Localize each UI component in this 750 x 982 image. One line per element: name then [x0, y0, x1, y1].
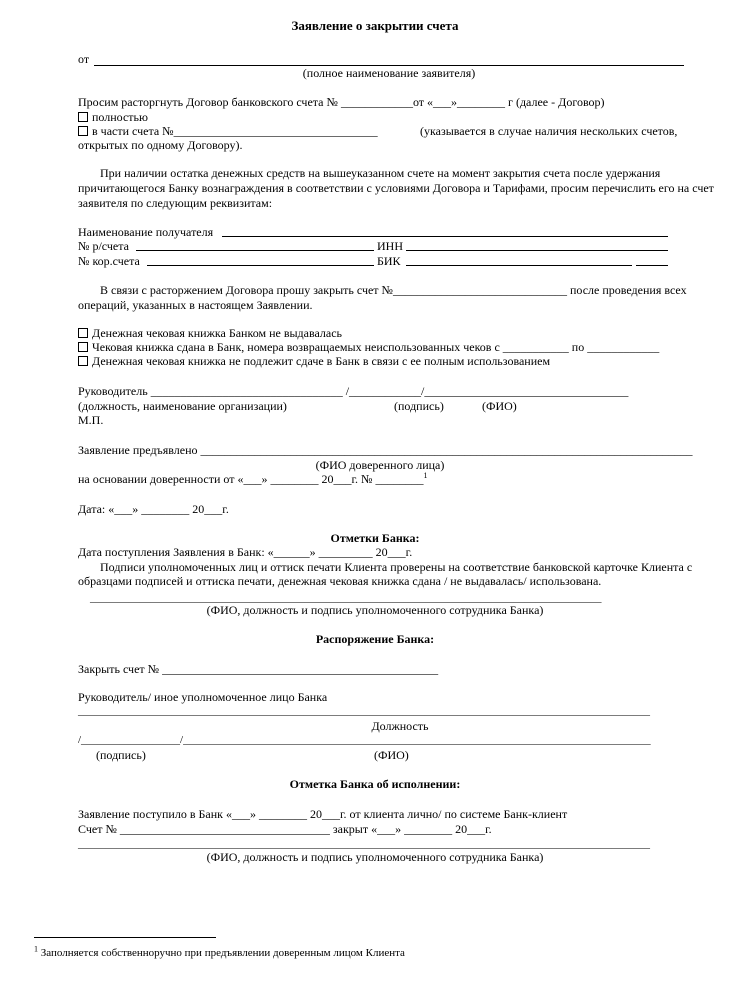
bank-order-heading: Распоряжение Банка:	[315, 632, 435, 646]
execution-heading: Отметка Банка об исполнении:	[289, 777, 461, 791]
termination-line-1: В связи с расторжением Договора прошу закрыть счет №_____________________________ после проведения всех	[100, 283, 687, 297]
checkbook-option-1-label: Денежная чековая книжка Банком не выдавалась	[92, 326, 343, 340]
checkbook-not-issued-checkbox[interactable]	[78, 328, 88, 338]
head-signature-line: Руководитель ________________________________ /____________/__________________________________	[78, 384, 629, 398]
execution-caption: (ФИО, должность и подпись уполномоченного сотрудника Банка)	[206, 850, 544, 864]
bik-field-extra[interactable]	[636, 253, 668, 266]
option-partial-label: в части счета №__________________________________	[92, 124, 378, 138]
order-signature-line: /__________________/_____________________________________________________________________________________	[78, 734, 651, 746]
full-closure-checkbox[interactable]	[78, 112, 88, 122]
checkbook-option-2-label: Чековая книжка сдана в Банк, номера возвращаемых неиспользованных чеков с ___________ по ____________	[92, 340, 660, 354]
applicant-caption: (полное наименование заявителя)	[302, 66, 476, 80]
document-title: Заявление о закрытии счета	[291, 18, 459, 33]
footnote-text: Заполняется собственноручно при предъявлении доверенным лицом Клиента	[40, 947, 405, 959]
checkbook-option-3	[78, 354, 550, 368]
from-label: от	[78, 52, 90, 66]
applicant-name-field[interactable]	[94, 53, 684, 66]
termination-line-2: операций, указанных в настоящем Заявлении.	[78, 298, 313, 312]
request-line: Просим расторгнуть Договор банковского счета № ____________от «___»________ г (далее - Договор)	[78, 95, 605, 109]
bik-field[interactable]	[406, 253, 632, 266]
checkbook-used-checkbox[interactable]	[78, 356, 88, 366]
recipient-field[interactable]	[222, 224, 668, 237]
order-sign-caption: (подпись)	[96, 748, 146, 762]
option-partial-note-2: открытых по одному Договору).	[78, 138, 243, 152]
option-partial-note: (указывается в случае наличия нескольких счетов,	[420, 124, 678, 138]
option-partial	[78, 124, 378, 138]
position-caption: (должность, наименование организации)	[78, 399, 287, 413]
authorized-person-rule: ________________________________________________________________________________________________________	[78, 705, 650, 717]
proxy-basis-text: на основании доверенности от «___» ________ 20___г. № ________	[78, 472, 424, 486]
account-field[interactable]	[136, 238, 374, 251]
inn-field[interactable]	[406, 238, 668, 251]
received-date-line: Дата поступления Заявления в Банк: «______» _________ 20___г.	[78, 545, 413, 559]
verification-line-1: Подписи уполномоченных лиц и оттиск печати Клиента проверены на соответствие банковской карточке Клиента с	[100, 560, 693, 574]
option-full	[78, 110, 148, 124]
account-label: № р/счета	[78, 239, 129, 253]
balance-line-3: заявителя по следующим реквизитам:	[78, 196, 273, 210]
footnote-mark: 1	[34, 944, 38, 954]
bik-label: БИК	[377, 254, 401, 268]
order-fio-caption: (ФИО)	[374, 748, 409, 762]
footnote	[34, 946, 405, 960]
footnote-reference: 1	[423, 471, 428, 480]
proxy-basis-line	[78, 472, 428, 486]
date-line: Дата: «___» ________ 20___г.	[78, 502, 229, 516]
execution-account-line: Счет № ___________________________________ закрыт «___» ________ 20___г.	[78, 822, 492, 836]
checkbook-option-1	[78, 326, 342, 340]
close-account-line: Закрыть счет № ______________________________________________	[78, 662, 439, 676]
proxy-caption: (ФИО доверенного лица)	[315, 458, 445, 472]
sign-caption: (подпись)	[394, 399, 444, 413]
proxy-line: Заявление предъявлено __________________________________________________________________________________	[78, 443, 693, 457]
partial-closure-checkbox[interactable]	[78, 126, 88, 136]
bank-marks-heading: Отметки Банка:	[330, 531, 420, 545]
option-full-label: полностью	[92, 110, 148, 124]
execution-rule: ________________________________________________________________________________________________________	[78, 838, 650, 850]
corr-account-label: № кор.счета	[78, 254, 140, 268]
execution-received-line: Заявление поступило в Банк «___» ________ 20___г. от клиента лично/ по системе Банк-клиент	[78, 807, 568, 821]
corr-account-field[interactable]	[147, 253, 374, 266]
recipient-label: Наименование получателя	[78, 225, 214, 239]
authorized-person-label: Руководитель/ иное уполномоченное лицо Банка	[78, 690, 328, 704]
stamp-label: М.П.	[78, 413, 104, 427]
checkbook-returned-checkbox[interactable]	[78, 342, 88, 352]
balance-line-1: При наличии остатка денежных средств на вышеуказанном счете на момент закрытия счета после удержания	[100, 166, 661, 180]
inn-label: ИНН	[377, 239, 403, 253]
verification-line-2: образцами подписей и оттиска печати, денежная чековая книжка сдана / не выдавалась/ использована.	[78, 574, 602, 588]
footnote-separator	[34, 937, 216, 938]
position-label: Должность	[371, 719, 429, 733]
fio-caption: (ФИО)	[482, 399, 517, 413]
checkbook-option-2	[78, 340, 659, 354]
checkbook-option-3-label: Денежная чековая книжка не подлежит сдаче в Банк в связи с ее полным использованием	[92, 354, 551, 368]
balance-line-2: причитающегося Банку вознаграждения в соответствии с условиями Договора и Тарифами, просим перечислить его на счет	[78, 181, 714, 195]
bank-marks-caption: (ФИО, должность и подпись уполномоченного сотрудника Банка)	[206, 603, 544, 617]
bank-marks-signature-rule: _____________________________________________________________________________________________	[90, 592, 602, 604]
